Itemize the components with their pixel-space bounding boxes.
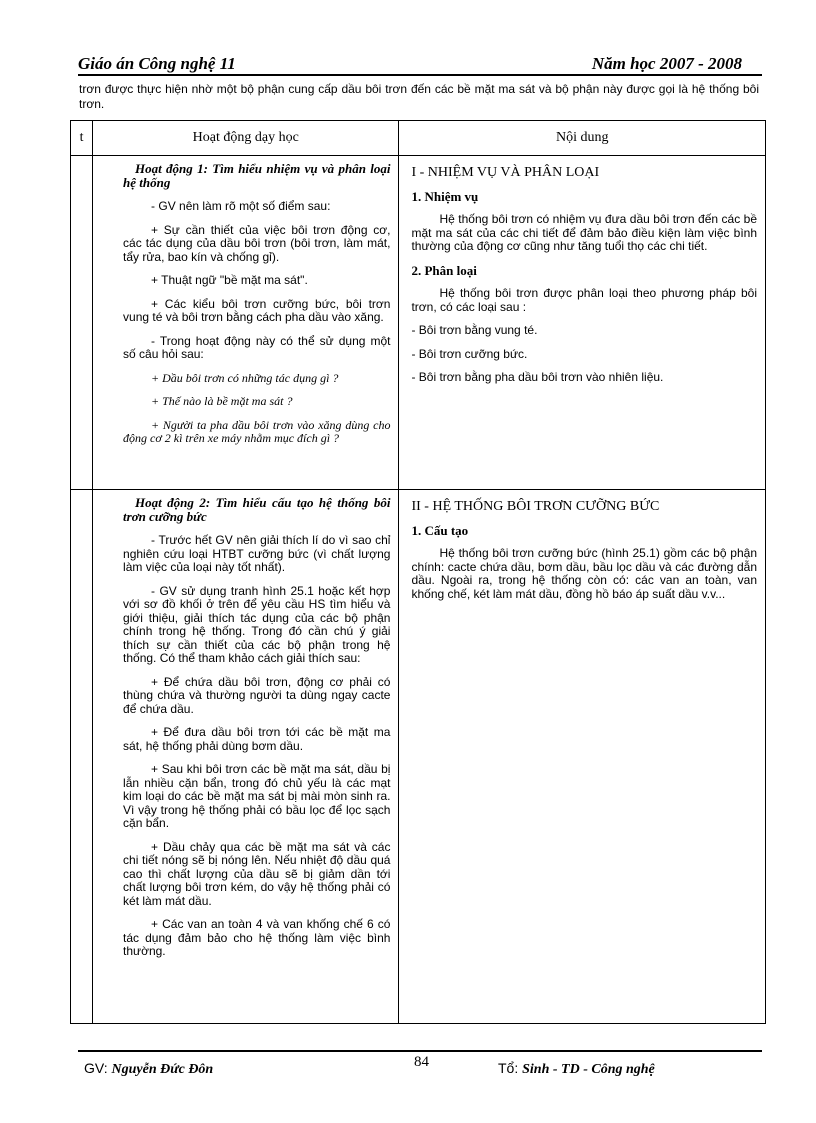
table-header-row	[71, 121, 766, 156]
question-item: + Thế nào là bề mặt ma sát ?	[151, 394, 293, 408]
page-footer	[78, 1050, 762, 1084]
section-title: II - HỆ THỐNG BÔI TRƠN CƯỠNG BỨC	[411, 499, 660, 514]
content-text: Hệ thống bôi trơn được phân loại theo phương pháp bôi trơn, có các loại sau :	[411, 286, 757, 314]
activity-title: Hoạt động 1: Tìm hiểu nhiệm vụ và phân loại hệ thống	[123, 161, 391, 190]
teacher	[84, 1060, 213, 1078]
col-activity-header: Hoạt động dạy học	[93, 121, 399, 156]
header-title: Giáo án Công nghệ 11	[78, 54, 236, 73]
question-item: + Dầu bôi trơn có những tác dụng gì ?	[151, 370, 339, 385]
list-item: + Các van an toàn 4 và van khống chế 6 có tác dụng đảm bảo cho hệ thống làm việc bình thường.	[123, 917, 391, 958]
list-item: + Sự cần thiết của việc bôi trơn động cơ, các tác dụng của dầu bôi trơn (bôi trơn, làm mát, tẩy rửa, bao kín và chống gỉ).	[123, 222, 391, 264]
t-cell	[71, 490, 93, 1024]
list-item: - Trong hoạt động này có thể sử dụng một số câu hỏi sau:	[123, 333, 391, 361]
col-content-header: Nội dung	[399, 121, 766, 156]
subsection-title: 1. Cấu tạo	[411, 522, 469, 538]
question-item: + Người ta pha dầu bôi trơn vào xăng dùng cho động cơ 2 kì trên xe máy nhằm mục đích gì ?	[123, 417, 391, 445]
list-item: - GV nên làm rõ một số điểm sau:	[151, 199, 331, 213]
list-item: + Các kiểu bôi trơn cưỡng bức, bôi trơn vung té và bôi trơn bằng cách pha dầu vào xăng.	[123, 296, 391, 324]
subsection-title: 2. Phân loại	[411, 262, 477, 278]
list-item: - GV sử dụng tranh hình 25.1 hoặc kết hợp với sơ đồ khối ở trên để yêu cầu HS tìm hiểu và giới thiệu, giải thích tác dụng của các bộ phận chính trong hệ thống. Trong đó cần chú ý giải thích sự cần thiết của các bộ phận trong hệ thống. Có thể tham khảo cách giải thích sau:	[123, 583, 391, 665]
lesson-table	[70, 120, 766, 1024]
department	[498, 1060, 655, 1078]
list-item: + Để chứa dầu bôi trơn, động cơ phải có thùng chứa và thường người ta dùng ngay cacte để chứa dầu.	[123, 674, 391, 716]
teacher-label: GV:	[84, 1060, 108, 1076]
header-year: Năm học 2007 - 2008	[591, 54, 742, 73]
list-item: - Bôi trơn bằng vung té.	[411, 323, 538, 337]
list-item: - Bôi trơn bằng pha dầu bôi trơn vào nhiên liệu.	[411, 370, 664, 384]
list-item: - Trước hết GV nên giải thích lí do vì sao chỉ nghiên cứu loại HTBT cưỡng bức (vì chất lượng làm việc của loại này tốt nhất).	[123, 533, 391, 574]
section-title: I - NHIỆM VỤ VÀ PHÂN LOẠI	[411, 165, 600, 180]
intro-paragraph: trơn được thực hiện nhờ một bộ phận cung cấp dầu bôi trơn đến các bề mặt ma sát và bộ phận này được gọi là hệ thống bôi trơn.	[79, 82, 759, 111]
activity-cell	[93, 156, 399, 490]
table-row	[71, 490, 766, 1024]
content-cell	[399, 490, 766, 1024]
list-item: + Để đưa dầu bôi trơn tới các bề mặt ma sát, hệ thống phải dùng bơm dầu.	[123, 725, 391, 753]
teacher-name: Nguyễn Đức Đôn	[111, 1062, 214, 1077]
subsection-title: 1. Nhiệm vụ	[411, 188, 479, 204]
department-name: Sinh - TD - Công nghệ	[522, 1062, 655, 1077]
page-header	[78, 54, 762, 76]
list-item: - Bôi trơn cưỡng bức.	[411, 346, 528, 361]
list-item: + Sau khi bôi trơn các bề mặt ma sát, dầu bị lẫn nhiều cặn bẩn, trong đó chủ yếu là các mạt kim loại do các bề mặt ma sát bị mài mòn sinh ra. Vì vậy trong hệ thống phải có bầu lọc để lọc sạch cặn bẩn.	[123, 762, 391, 830]
content-text: Hệ thống bôi trơn có nhiệm vụ đưa dầu bôi trơn đến các bề mặt ma sát của các chi tiết để đảm bảo điều kiện làm việc bình thường của động cơ cũng như tăng tuổi thọ các chi tiết.	[411, 212, 757, 253]
list-item: + Thuật ngữ "bề mặt ma sát".	[151, 273, 308, 287]
page-number: 84	[414, 1054, 429, 1070]
department-label: Tổ:	[498, 1060, 519, 1076]
activity-cell	[93, 490, 399, 1024]
activity-title: Hoạt động 2: Tìm hiểu cấu tạo hệ thống bôi trơn cưỡng bức	[123, 495, 391, 524]
content-cell	[399, 156, 766, 490]
table-row	[71, 156, 766, 490]
t-cell	[71, 156, 93, 490]
list-item: + Dầu chảy qua các bề mặt ma sát và các chi tiết nóng sẽ bị nóng lên. Nếu nhiệt độ dầu quá cao thì chất lượng của dầu sẽ bị giảm dần tới chất lượng bôi trơn kém, do vậy hệ thống phải có két làm mát dầu.	[123, 839, 391, 908]
content-text: Hệ thống bôi trơn cưỡng bức (hình 25.1) gồm các bộ phận chính: cacte chứa dầu, bơm dầu, bầu lọc dầu và các đường dẫn dầu. Ngoài ra, trong hệ thống còn có: các van an toàn, van khống chế, két làm mát dầu, đồng hồ báo áp suất dầu v.v...	[411, 546, 757, 601]
col-t-header: t	[71, 121, 93, 156]
